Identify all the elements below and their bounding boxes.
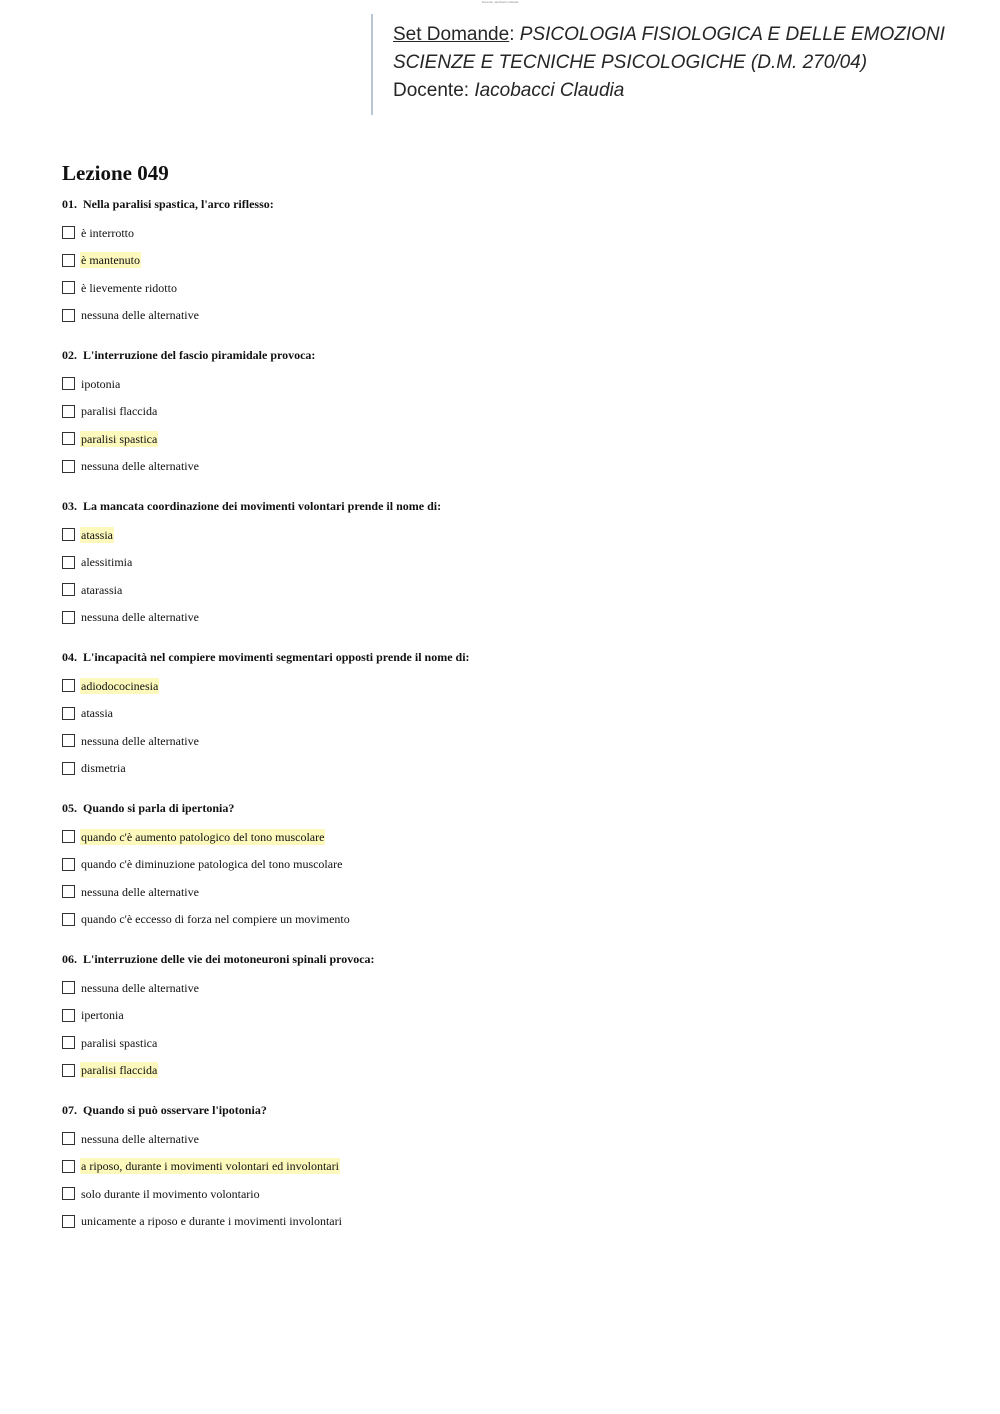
answer-label: è lievemente ridotto: [81, 280, 177, 295]
answer-option[interactable]: [62, 1007, 962, 1023]
question-block: [62, 950, 962, 1078]
question-block: [62, 346, 962, 474]
answer-checkbox[interactable]: [62, 611, 75, 624]
answer-option[interactable]: [62, 527, 962, 543]
answer-option[interactable]: [62, 1062, 962, 1078]
lesson-title: Lezione 049: [62, 161, 169, 185]
answer-checkbox[interactable]: [62, 432, 75, 445]
answer-label: quando c'è diminuzione patologica del tono muscolare: [81, 857, 343, 871]
question-text: [62, 346, 962, 364]
question-text: [62, 950, 962, 968]
header-content: [393, 21, 945, 105]
question-block: [62, 195, 962, 323]
answer-checkbox[interactable]: [62, 1187, 75, 1200]
answer-option[interactable]: [62, 705, 962, 721]
question-block: [62, 1101, 962, 1229]
answer-checkbox[interactable]: [62, 1009, 75, 1022]
answer-label: nessuna delle alternative: [81, 1131, 199, 1146]
question-text: [62, 1101, 962, 1119]
answer-option[interactable]: [62, 1035, 962, 1051]
answer-option[interactable]: [62, 829, 962, 845]
answer-option[interactable]: [62, 554, 962, 570]
answer-checkbox[interactable]: [62, 583, 75, 596]
answer-checkbox[interactable]: [62, 528, 75, 541]
answer-checkbox[interactable]: [62, 556, 75, 569]
answer-option[interactable]: [62, 760, 962, 776]
answer-checkbox[interactable]: [62, 309, 75, 322]
answer-option[interactable]: [62, 1186, 962, 1202]
answer-label: è interrotto: [81, 225, 134, 240]
answer-label: unicamente a riposo e durante i movimenti involontari: [81, 1214, 342, 1228]
answer-label: nessuna delle alternative: [81, 733, 199, 748]
answer-checkbox[interactable]: [62, 1064, 75, 1077]
answer-option[interactable]: [62, 307, 962, 323]
answer-checkbox[interactable]: [62, 377, 75, 390]
answer-label: nessuna delle alternative: [81, 884, 199, 899]
answer-label: nessuna delle alternative: [81, 308, 199, 322]
answer-label: dismetria: [81, 761, 126, 775]
answer-option[interactable]: [62, 884, 962, 900]
answer-label: paralisi spastica: [81, 1035, 158, 1050]
answer-label-correct: quando c'è aumento patologico del tono muscolare: [81, 829, 325, 844]
question-set-title: PSICOLOGIA FISIOLOGICA E DELLE EMOZIONI: [519, 24, 945, 45]
answer-checkbox[interactable]: [62, 226, 75, 239]
answer-option[interactable]: [62, 911, 962, 927]
answer-checkbox[interactable]: [62, 254, 75, 267]
question-text: [62, 799, 962, 817]
question-number: 06.: [62, 952, 77, 966]
answer-option[interactable]: [62, 582, 962, 598]
answer-label-correct: paralisi spastica: [81, 431, 158, 446]
teacher-name: Iacobacci Claudia: [474, 80, 625, 101]
answer-label: nessuna delle alternative: [81, 980, 199, 995]
question-set-label: Set Domande: [393, 24, 510, 45]
answer-label: atarassia: [81, 582, 123, 597]
answer-option[interactable]: [62, 856, 962, 872]
question-text: [62, 648, 962, 666]
answer-checkbox[interactable]: [62, 1132, 75, 1145]
answer-checkbox[interactable]: [62, 885, 75, 898]
answer-label: nessuna delle alternative: [81, 610, 199, 624]
answer-checkbox[interactable]: [62, 830, 75, 843]
answer-label: solo durante il movimento volontario: [81, 1186, 260, 1201]
answer-checkbox[interactable]: [62, 405, 75, 418]
answer-option[interactable]: [62, 1158, 962, 1174]
answer-checkbox[interactable]: [62, 1215, 75, 1228]
answer-option[interactable]: [62, 431, 962, 447]
answer-checkbox[interactable]: [62, 1036, 75, 1049]
answer-option[interactable]: [62, 1213, 962, 1229]
answer-option[interactable]: [62, 403, 962, 419]
answer-checkbox[interactable]: [62, 762, 75, 775]
question-block: [62, 648, 962, 776]
answer-label-correct: a riposo, durante i movimenti volontari ed involontari: [81, 1159, 339, 1173]
answer-label: ipertonia: [81, 1008, 124, 1022]
answer-checkbox[interactable]: [62, 734, 75, 747]
question-block: [62, 799, 962, 927]
answer-option[interactable]: [62, 678, 962, 694]
question-prompt: Quando si parla di ipertonia?: [83, 801, 235, 815]
question-prompt: Quando si può osservare l'ipotonia?: [83, 1103, 267, 1117]
question-prompt: L'incapacità nel compiere movimenti segmentari opposti prende il nome di:: [83, 650, 470, 664]
answer-label: quando c'è eccesso di forza nel compiere un movimento: [81, 912, 350, 926]
answer-option[interactable]: [62, 252, 962, 268]
question-prompt: L'interruzione del fascio piramidale provoca:: [83, 348, 316, 362]
question-number: 07.: [62, 1103, 77, 1117]
question-set-line: [393, 21, 945, 49]
answer-option[interactable]: [62, 980, 962, 996]
teacher-line: [393, 77, 945, 105]
answer-option[interactable]: [62, 733, 962, 749]
top-print-mark: Docente: Iacobacci Claudia: [481, 0, 519, 4]
answer-label-correct: adiodococinesia: [81, 678, 159, 693]
question-text: [62, 497, 962, 515]
answer-label-correct: paralisi flaccida: [81, 1063, 158, 1077]
answer-checkbox[interactable]: [62, 707, 75, 720]
question-number: 03.: [62, 499, 77, 513]
answer-label-correct: atassia: [81, 527, 113, 542]
answer-checkbox[interactable]: [62, 981, 75, 994]
answer-checkbox[interactable]: [62, 1160, 75, 1173]
question-block: [62, 497, 962, 625]
answer-option[interactable]: [62, 1131, 962, 1147]
question-set-separator: :: [509, 24, 520, 45]
answer-checkbox[interactable]: [62, 913, 75, 926]
answer-option[interactable]: [62, 280, 962, 296]
answer-option[interactable]: [62, 225, 962, 241]
answer-label: nessuna delle alternative: [81, 459, 199, 473]
answer-checkbox[interactable]: [62, 281, 75, 294]
course-name: SCIENZE E TECNICHE PSICOLOGICHE (D.M. 270/04): [393, 52, 868, 73]
answer-label: paralisi flaccida: [81, 404, 158, 418]
teacher-label: Docente:: [393, 80, 475, 101]
answer-checkbox[interactable]: [62, 679, 75, 692]
question-text: [62, 195, 962, 213]
question-prompt: Nella paralisi spastica, l'arco riflesso:: [83, 197, 274, 211]
answer-option[interactable]: [62, 609, 962, 625]
question-number: 05.: [62, 801, 77, 815]
answer-checkbox[interactable]: [62, 858, 75, 871]
question-number: 01.: [62, 197, 77, 211]
document-header: [371, 14, 963, 115]
question-number: 04.: [62, 650, 77, 664]
answer-label: ipotonia: [81, 376, 121, 391]
answer-label: alessitimia: [81, 555, 133, 569]
question-number: 02.: [62, 348, 77, 362]
answer-option[interactable]: [62, 376, 962, 392]
answer-label-correct: è mantenuto: [81, 253, 140, 267]
answer-label: atassia: [81, 706, 113, 720]
answer-checkbox[interactable]: [62, 460, 75, 473]
question-prompt: L'interruzione delle vie dei motoneuroni spinali provoca:: [83, 952, 375, 966]
question-prompt: La mancata coordinazione dei movimenti volontari prende il nome di:: [83, 499, 442, 513]
answer-option[interactable]: [62, 458, 962, 474]
